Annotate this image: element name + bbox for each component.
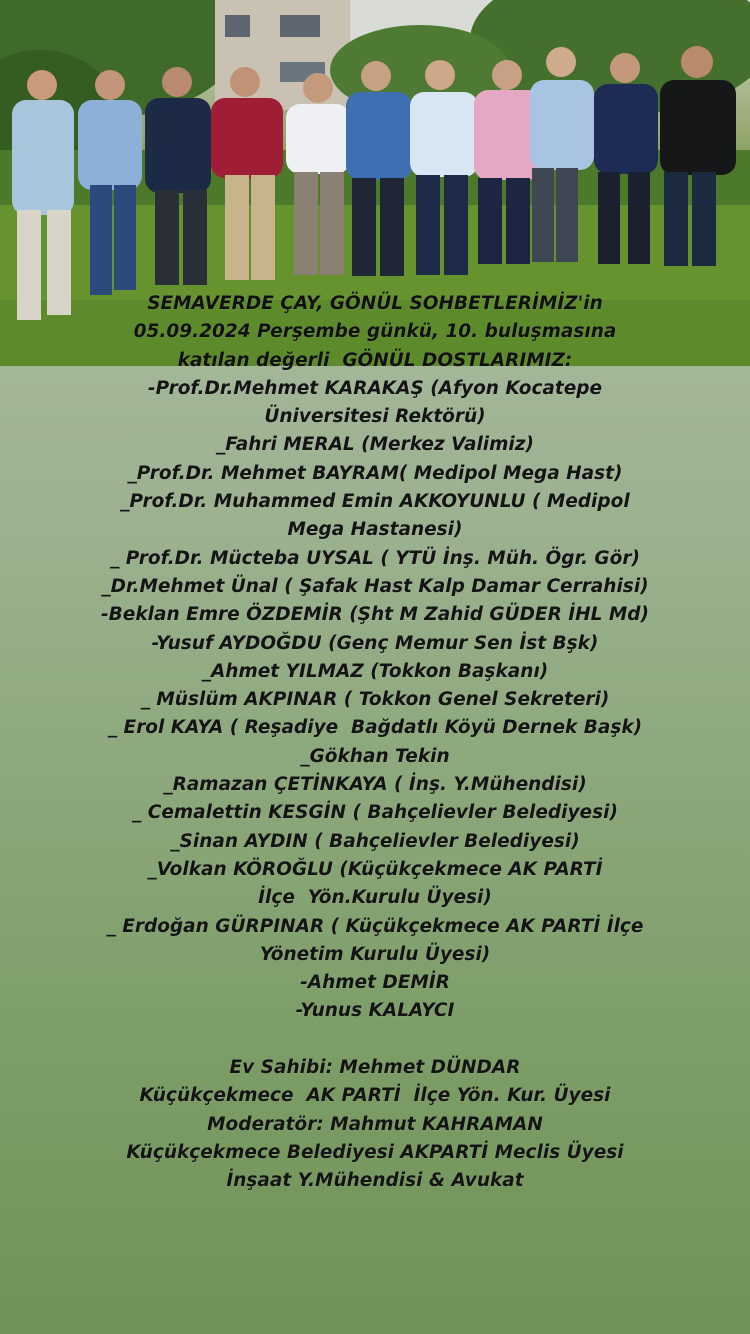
- guest-line: _ Erdoğan GÜRPINAR ( Küçükçekmece AK PARTİ İlçe: [106, 915, 644, 937]
- guest-line: -Yunus KALAYCI: [295, 1000, 455, 1022]
- guest-line: -Ahmet DEMİR: [300, 972, 450, 994]
- guest-line: _Ramazan ÇETİNKAYA ( İnş. Y.Mühendisi): [163, 774, 587, 796]
- guest-line: _Dr.Mehmet Ünal ( Şafak Hast Kalp Damar Cerrahisi): [101, 575, 649, 597]
- moderator-title-line: Küçükçekmece Belediyesi AKPARTİ Meclis Üyesi: [126, 1141, 624, 1163]
- story-text-block: [0, 290, 750, 1196]
- guest-line: _Prof.Dr. Mehmet BAYRAM( Medipol Mega Hast): [127, 462, 623, 484]
- guest-line: _ Müslüm AKPINAR ( Tokkon Genel Sekreteri): [140, 689, 610, 711]
- guest-line: -Beklan Emre ÖZDEMİR (Şht M Zahid GÜDER İHL Md): [101, 604, 649, 626]
- headline-line-1: SEMAVERDE ÇAY, GÖNÜL SOHBETLERİMİZ'in: [147, 293, 603, 314]
- guest-line: -Prof.Dr.Mehmet KARAKAŞ (Afyon Kocatepe: [147, 377, 603, 399]
- guest-line: _ Cemalettin KESGİN ( Bahçelievler Belediyesi): [132, 802, 618, 824]
- guest-line: Mega Hastanesi): [287, 519, 463, 541]
- guest-line: _Gökhan Tekin: [300, 745, 450, 767]
- guest-line: _Sinan AYDIN ( Bahçelievler Belediyesi): [170, 830, 580, 852]
- guest-line: _Ahmet YILMAZ (Tokkon Başkanı): [201, 660, 549, 682]
- headline-line-3: katılan değerli GÖNÜL DOSTLARIMIZ:: [177, 349, 573, 371]
- guest-line: _Prof.Dr. Muhammed Emin AKKOYUNLU ( Medipol: [120, 491, 630, 513]
- guest-line: _ Erol KAYA ( Reşadiye Bağdatlı Köyü Dernek Başk): [107, 717, 643, 739]
- guest-line: _ Prof.Dr. Mücteba UYSAL ( YTÜ İnş. Müh. Ögr. Gör): [110, 547, 640, 569]
- guest-line: İlçe Yön.Kurulu Üyesi): [258, 887, 492, 909]
- section-spacer: [0, 1026, 750, 1054]
- guest-line: Yönetim Kurulu Üyesi): [259, 943, 491, 965]
- host-line: Ev Sahibi: Mehmet DÜNDAR: [229, 1057, 521, 1079]
- moderator-profession-line: İnşaat Y.Mühendisi & Avukat: [226, 1170, 524, 1192]
- guest-line: -Yusuf AYDOĞDU (Genç Memur Sen İst Bşk): [151, 632, 599, 654]
- host-title-line: Küçükçekmece AK PARTİ İlçe Yön. Kur. Üyesi: [139, 1085, 611, 1107]
- guest-line: _Fahri MERAL (Merkez Valimiz): [216, 434, 534, 456]
- moderator-line: Moderatör: Mahmut KAHRAMAN: [207, 1113, 543, 1135]
- guest-line: _Volkan KÖROĞLU (Küçükçekmece AK PARTİ: [147, 858, 603, 880]
- guest-line: Üniversitesi Rektörü): [264, 406, 486, 428]
- headline-line-2: 05.09.2024 Perşembe günkü, 10. buluşmasına: [133, 321, 617, 343]
